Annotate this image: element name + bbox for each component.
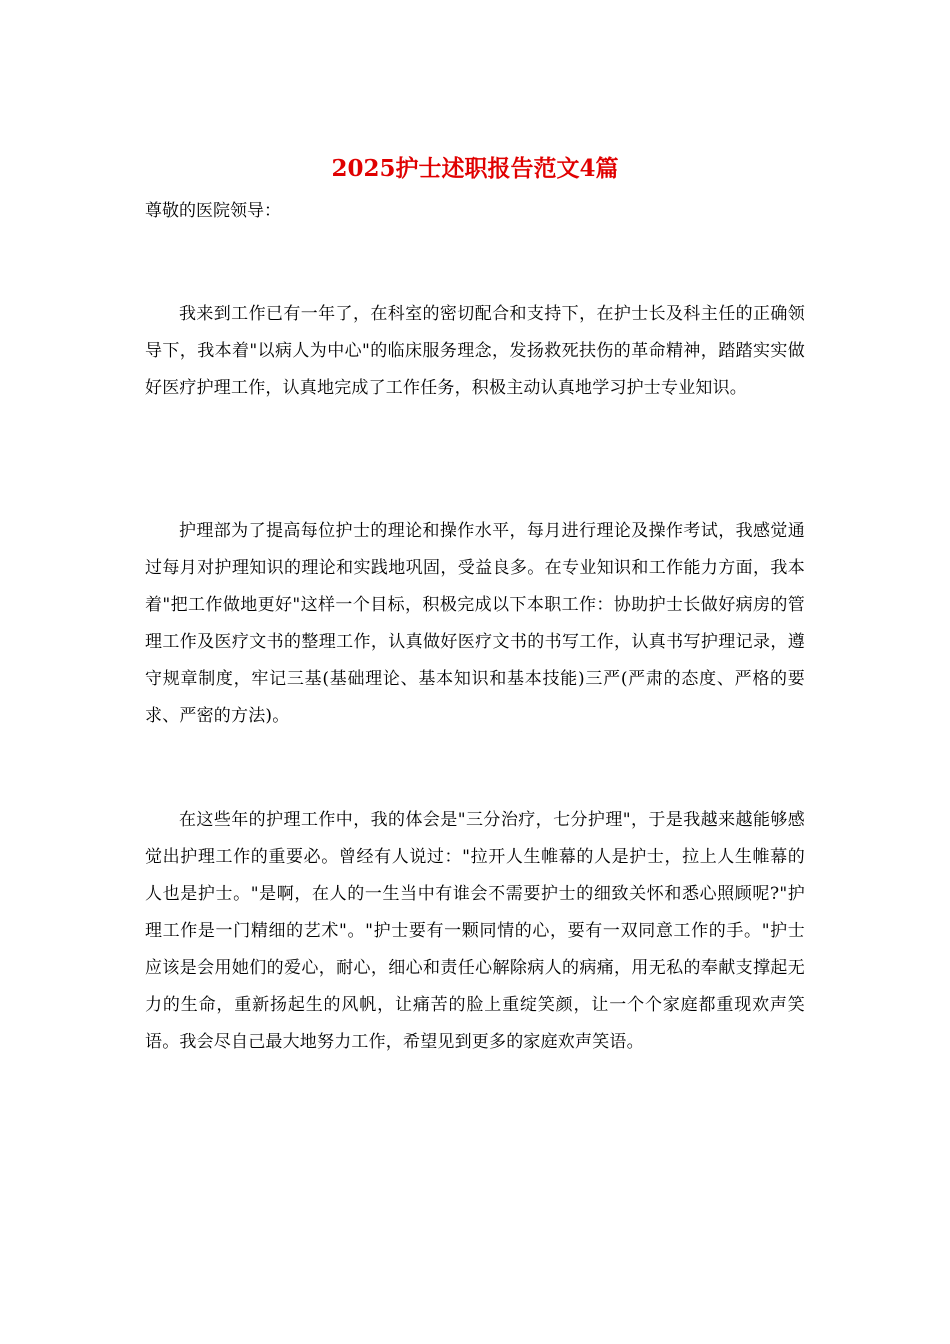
salutation: 尊敬的医院领导： bbox=[145, 201, 281, 221]
body-paragraph-1: 我来到工作已有一年了，在科室的密切配合和支持下，在护士长及科主任的正确领导下，我本着"以病人为中心"的临床服务理念，发扬救死扶伤的革命精神，踏踏实实做好医疗护理工作，认真地完成了工作任务，积极主动认真地学习护士专业知识。 bbox=[145, 304, 805, 398]
document-title: 2025护士述职报告范文4篇 bbox=[331, 155, 619, 182]
body-paragraph-3: 在这些年的护理工作中，我的体会是"三分治疗，七分护理"，于是我越来越能够感觉出护理工作的重要必。曾经有人说过："拉开人生帷幕的人是护士，拉上人生帷幕的人也是护士。"是啊，在人的一生当中有谁会不需要护士的细致关怀和悉心照顾呢?"护理工作是一门精细的艺术"。"护士要有一颗同情的心，要有一双同意工作的手。"护士应该是会用她们的爱心，耐心，细心和责任心解除病人的病痛，用无私的奉献支撑起无力的生命，重新扬起生的风帆，让痛苦的脸上重绽笑颜，让一个个家庭都重现欢声笑语。我会尽自己最大地努力工作，希望见到更多的家庭欢声笑语。 bbox=[145, 810, 805, 1052]
body-paragraph-2: 护理部为了提高每位护士的理论和操作水平，每月进行理论及操作考试，我感觉通过每月对护理知识的理论和实践地巩固，受益良多。在专业知识和工作能力方面，我本着"把工作做地更好"这样一个目标，积极完成以下本职工作：协助护士长做好病房的管理工作及医疗文书的整理工作，认真做好医疗文书的书写工作，认真书写护理记录，遵守规章制度，牢记三基(基础理论、基本知识和基本技能)三严(严肃的态度、严格的要求、严密的方法)。 bbox=[145, 521, 805, 726]
